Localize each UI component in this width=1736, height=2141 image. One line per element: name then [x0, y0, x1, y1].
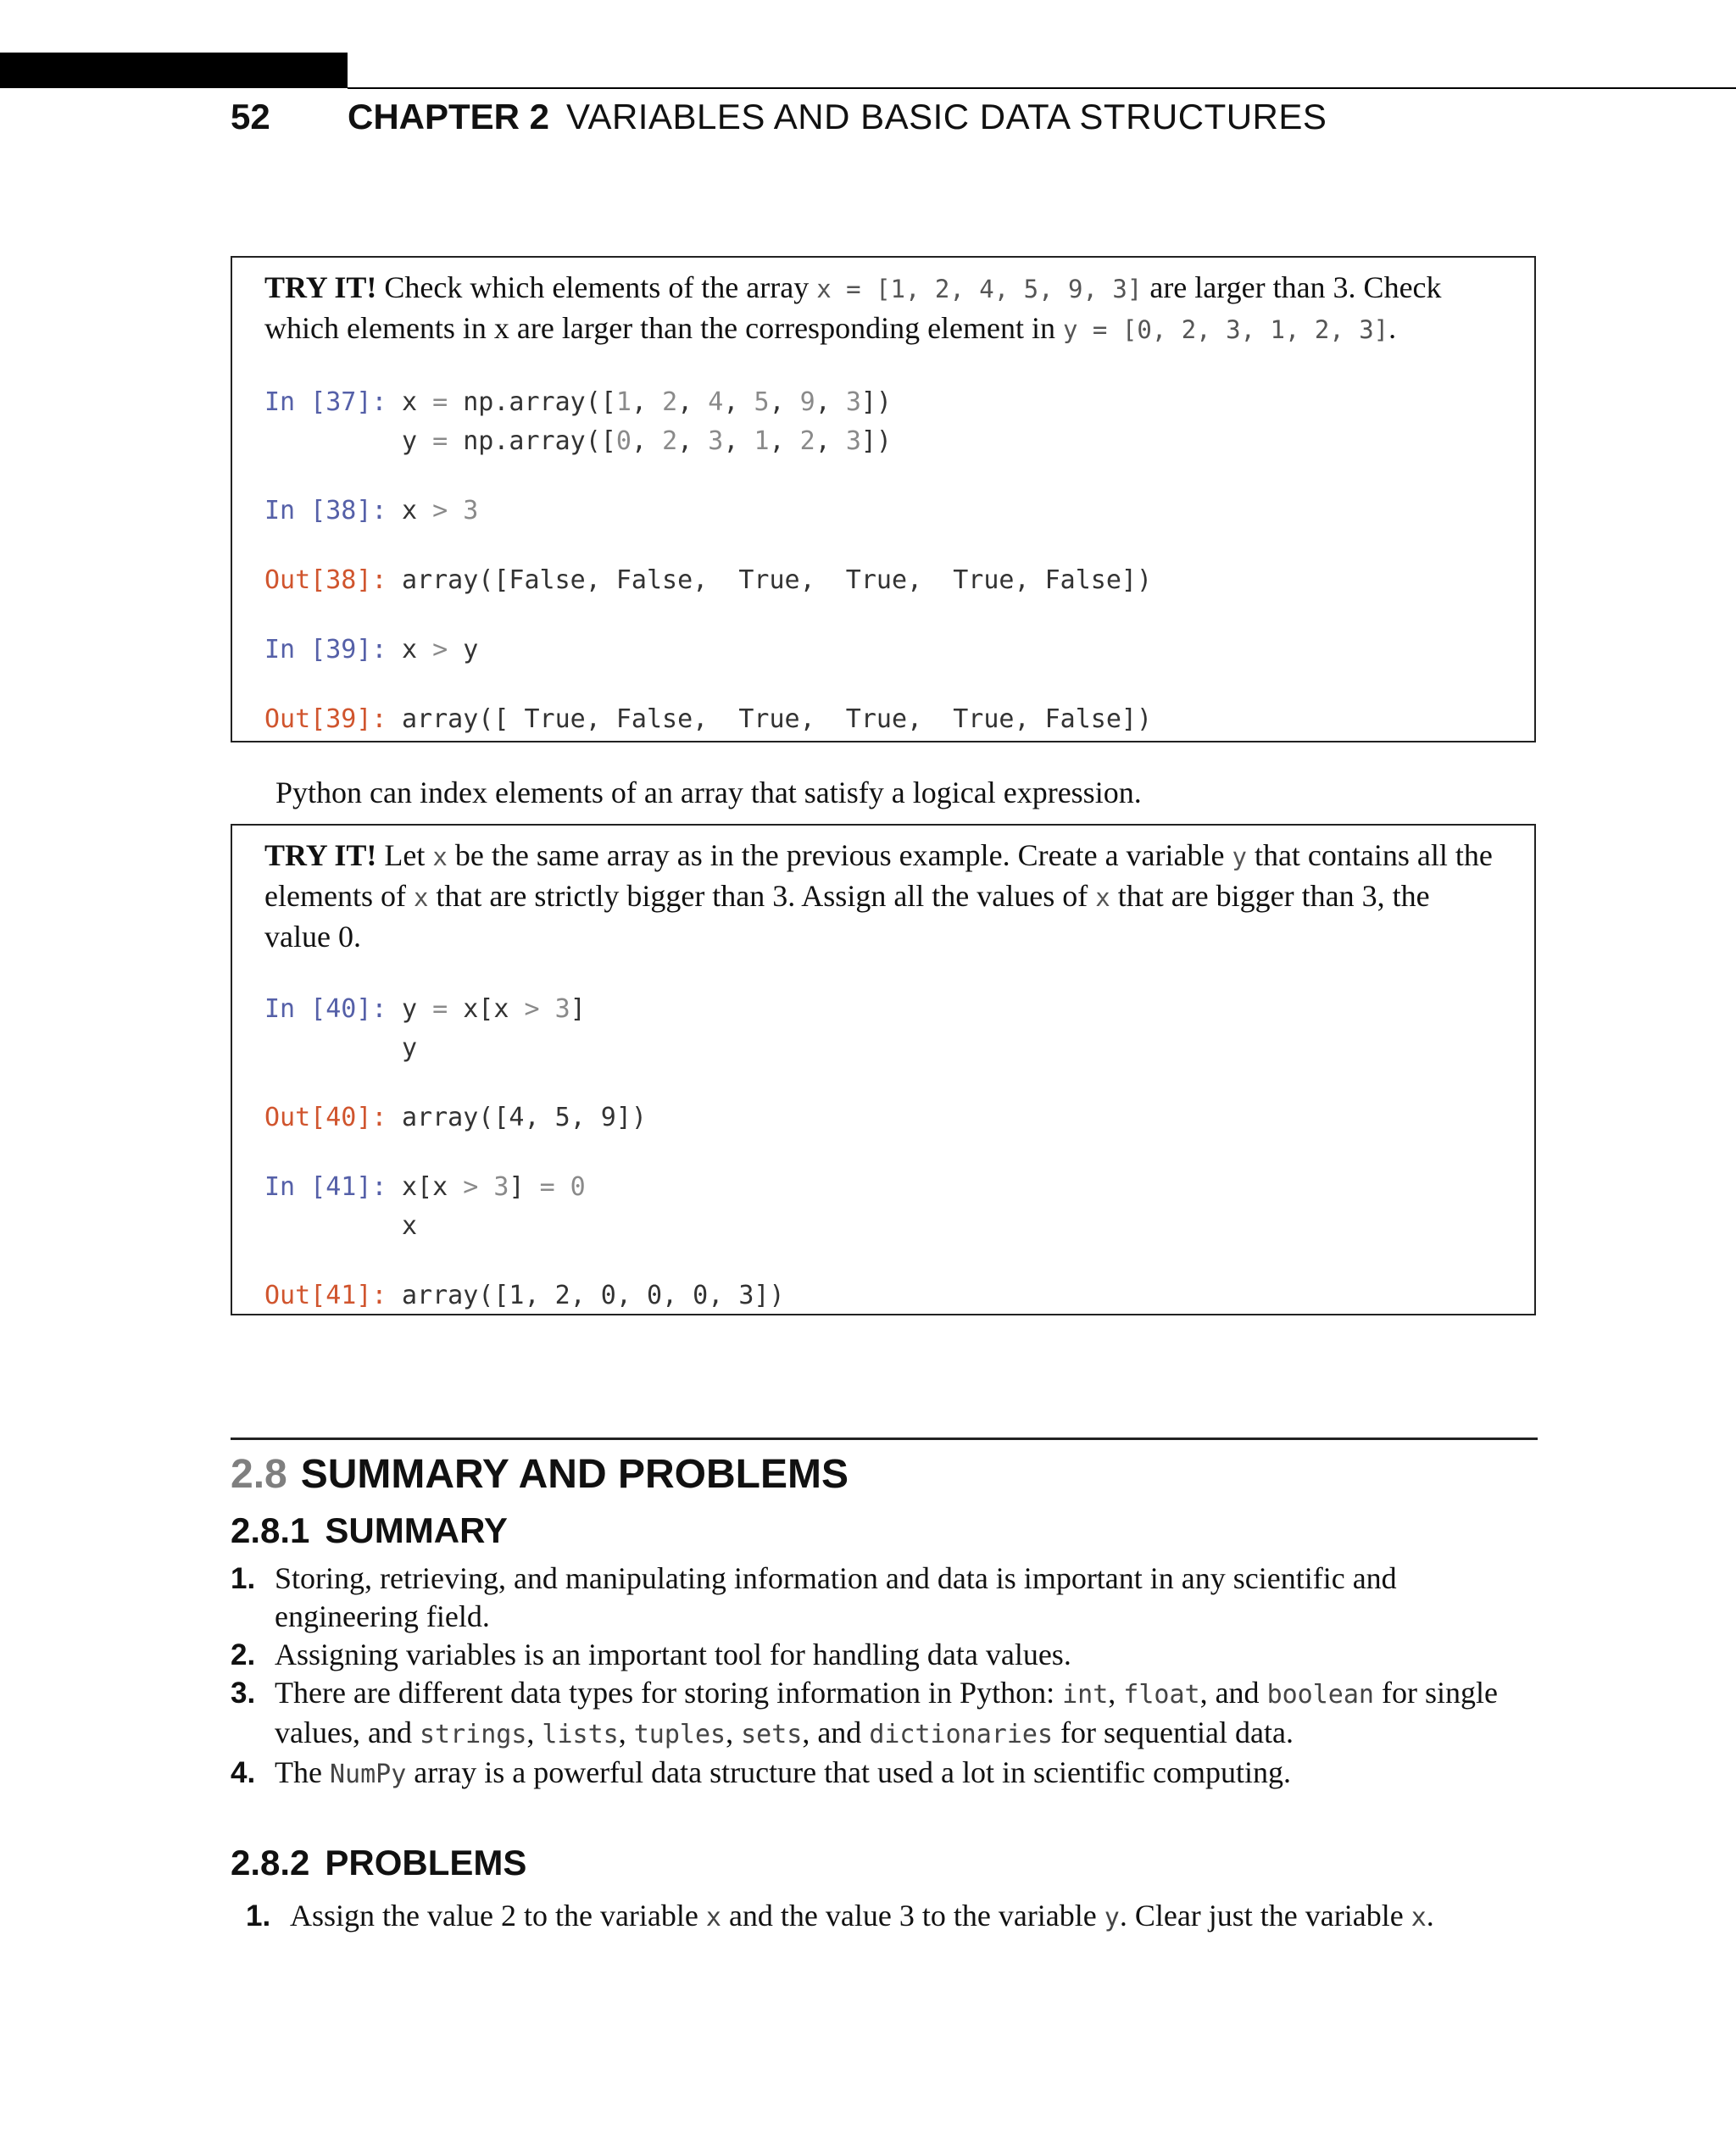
header-bar [0, 53, 348, 88]
inline-code: sets [741, 1720, 803, 1749]
code-number: 3 [845, 387, 861, 417]
list-text: , and [802, 1716, 870, 1749]
inline-code: boolean [1266, 1680, 1374, 1710]
section-title: SUMMARY AND PROBLEMS [300, 1452, 849, 1497]
inline-code: x [432, 842, 448, 871]
inline-code: int [1062, 1680, 1109, 1710]
in-prompt: In [41]: [264, 1172, 387, 1202]
in-prompt: In [40]: [264, 994, 387, 1024]
code-cell-in-38 [264, 492, 1502, 531]
list-item [231, 1674, 1540, 1754]
code-cell-out-40 [264, 1098, 1502, 1137]
inline-code: tuples [633, 1720, 726, 1749]
output-text: array([ True, False, True, True, True, False]) [402, 704, 1153, 734]
code-token: , [769, 387, 800, 417]
try-text: are larger than 3. Check which elements in x are larger than the corresponding element in [264, 270, 1442, 345]
inline-code: y = [0, 2, 3, 1, 2, 3] [1063, 315, 1389, 344]
try-it-lead: TRY IT! [264, 838, 377, 872]
code-number: 1 [754, 426, 770, 456]
code-cell-out-39 [264, 700, 1502, 739]
list-text: , [726, 1716, 742, 1749]
inline-code: x [705, 1903, 721, 1932]
try-text: that contains all the elements of [264, 838, 1493, 913]
code-operator: > [432, 496, 448, 526]
list-text: There are different data types for storing information in Python: [275, 1676, 1063, 1710]
list-number: 4. [231, 1756, 256, 1789]
code-token: , [723, 387, 754, 417]
list-item [231, 1636, 1540, 1674]
in-prompt: In [38]: [264, 496, 387, 526]
code-number: 2 [662, 387, 678, 417]
try-it-box-1 [231, 256, 1536, 742]
try-text: that are strictly bigger than 3. Assign all the values of [428, 879, 1096, 913]
code-operator: = [432, 387, 448, 417]
list-text: , and [1199, 1676, 1267, 1710]
code-operator: > [463, 1172, 479, 1202]
code-token: x[x [448, 994, 525, 1024]
code-cell-in-40 [264, 990, 1502, 1068]
section-rule [231, 1438, 1538, 1440]
list-number: 3. [231, 1677, 256, 1710]
problems-list [246, 1897, 1540, 1937]
code-operator: > [432, 635, 448, 665]
output-text: array([1, 2, 0, 0, 0, 3]) [402, 1281, 785, 1310]
code-operator: > [524, 994, 540, 1024]
code-number: 3 [448, 496, 479, 526]
code-cell-in-41 [264, 1168, 1502, 1246]
code-operator: = [432, 426, 448, 456]
code-operator: = [539, 1172, 555, 1202]
list-text: Storing, retrieving, and manipulating information and data is important in any scientific and engineering field. [275, 1561, 1397, 1633]
list-text: and the value 3 to the variable [721, 1899, 1104, 1932]
code-number: 9 [799, 387, 815, 417]
chapter-title: VARIABLES AND BASIC DATA STRUCTURES [566, 97, 1327, 136]
list-text: , [526, 1716, 542, 1749]
code-token: np.array([ [448, 426, 616, 456]
try-it-lead: TRY IT! [264, 270, 377, 304]
in-prompt: In [39]: [264, 635, 387, 665]
code-token: , [815, 426, 846, 456]
inline-code: lists [542, 1720, 619, 1749]
try-text: be the same array as in the previous example. Create a variable [447, 838, 1232, 872]
code-number: 5 [754, 387, 770, 417]
out-prompt: Out[41]: [264, 1281, 387, 1310]
code-number: 0 [554, 1172, 586, 1202]
code-number: 4 [708, 387, 724, 417]
code-token: y [448, 635, 479, 665]
out-prompt: Out[39]: [264, 704, 387, 734]
list-number: 1. [246, 1899, 271, 1932]
list-item [231, 1560, 1540, 1636]
inline-code: y [1104, 1903, 1120, 1932]
try-it-text-1 [264, 268, 1502, 349]
code-token: y [402, 426, 433, 456]
try-text: that are bigger than 3, the value 0. [264, 879, 1430, 954]
out-prompt: Out[38]: [264, 565, 387, 595]
code-token: x [402, 387, 433, 417]
code-token: , [631, 426, 663, 456]
inline-code: x [1410, 1903, 1427, 1932]
list-text: , [1108, 1676, 1124, 1710]
inline-code: strings [419, 1720, 527, 1749]
summary-heading [231, 1507, 508, 1554]
code-token: x [402, 1211, 418, 1241]
code-number: 3 [708, 426, 724, 456]
try-text: . [1388, 311, 1397, 345]
chapter-label: CHAPTER 2 [348, 97, 550, 136]
code-token: ] [509, 1172, 540, 1202]
list-text: Assigning variables is an important tool for handling data values. [275, 1638, 1071, 1671]
inline-code: x [1095, 883, 1110, 912]
code-token: , [677, 426, 709, 456]
list-item [231, 1754, 1540, 1793]
code-number: 3 [478, 1172, 509, 1202]
running-head [231, 92, 1327, 142]
code-token: ]) [860, 387, 892, 417]
header-rule [348, 87, 1736, 89]
code-operator: = [432, 994, 448, 1024]
subsection-title: SUMMARY [325, 1510, 508, 1550]
output-text: array([False, False, True, True, True, False]) [402, 565, 1153, 595]
inline-code: y [1232, 842, 1247, 871]
code-number: 2 [799, 426, 815, 456]
list-number: 1. [231, 1562, 256, 1595]
try-text: Let [376, 838, 433, 872]
list-text: array is a powerful data structure that used a lot in scientific computing. [406, 1755, 1291, 1789]
inline-code: x [413, 883, 429, 912]
section-number: 2.8 [231, 1452, 287, 1497]
list-text: for sequential data. [1053, 1716, 1294, 1749]
subsection-number: 2.8.2 [231, 1843, 310, 1882]
code-token: x [402, 635, 433, 665]
try-it-box-2 [231, 824, 1536, 1315]
output-text: array([4, 5, 9]) [402, 1103, 647, 1132]
code-token: ]) [860, 426, 892, 456]
inline-code: dictionaries [869, 1720, 1054, 1749]
code-number: 3 [845, 426, 861, 456]
list-text: , [618, 1716, 634, 1749]
code-number: 2 [662, 426, 678, 456]
code-token: , [631, 387, 663, 417]
out-prompt: Out[40]: [264, 1103, 387, 1132]
code-cell-out-41 [264, 1276, 1502, 1315]
code-number: 0 [615, 426, 632, 456]
code-token: x [402, 496, 433, 526]
list-number: 2. [231, 1638, 256, 1671]
subsection-title: PROBLEMS [325, 1843, 527, 1882]
inline-code: float [1123, 1680, 1200, 1710]
code-token: y [402, 1033, 418, 1063]
code-number: 1 [615, 387, 632, 417]
list-text: . Clear just the variable [1119, 1899, 1411, 1932]
code-cell-in-37 [264, 383, 1502, 461]
in-prompt: In [37]: [264, 387, 387, 417]
try-it-text-2 [264, 836, 1502, 956]
inline-code: NumPy [329, 1760, 407, 1789]
summary-list [231, 1560, 1540, 1793]
code-token: , [723, 426, 754, 456]
body-paragraph: Python can index elements of an array that satisfy a logical expression. [275, 776, 1142, 809]
list-text: The [275, 1755, 330, 1789]
page-number: 52 [231, 97, 270, 136]
code-token: , [677, 387, 709, 417]
list-text: Assign the value 2 to the variable [290, 1899, 706, 1932]
code-token: , [769, 426, 800, 456]
try-text: Check which elements of the array [376, 270, 817, 304]
list-text: . [1426, 1899, 1434, 1932]
problems-heading [231, 1839, 526, 1887]
code-token: x[x [402, 1172, 464, 1202]
code-token: y [402, 994, 433, 1024]
code-number: 3 [539, 994, 570, 1024]
list-text: for single values, and [275, 1676, 1498, 1749]
section-heading [231, 1449, 849, 1500]
code-token: np.array([ [448, 387, 616, 417]
code-token: ] [570, 994, 586, 1024]
code-cell-in-39 [264, 631, 1502, 670]
code-token: , [815, 387, 846, 417]
code-cell-out-38 [264, 561, 1502, 600]
subsection-number: 2.8.1 [231, 1510, 310, 1550]
list-item [246, 1897, 1540, 1937]
inline-code: x = [1, 2, 4, 5, 9, 3] [816, 275, 1143, 303]
